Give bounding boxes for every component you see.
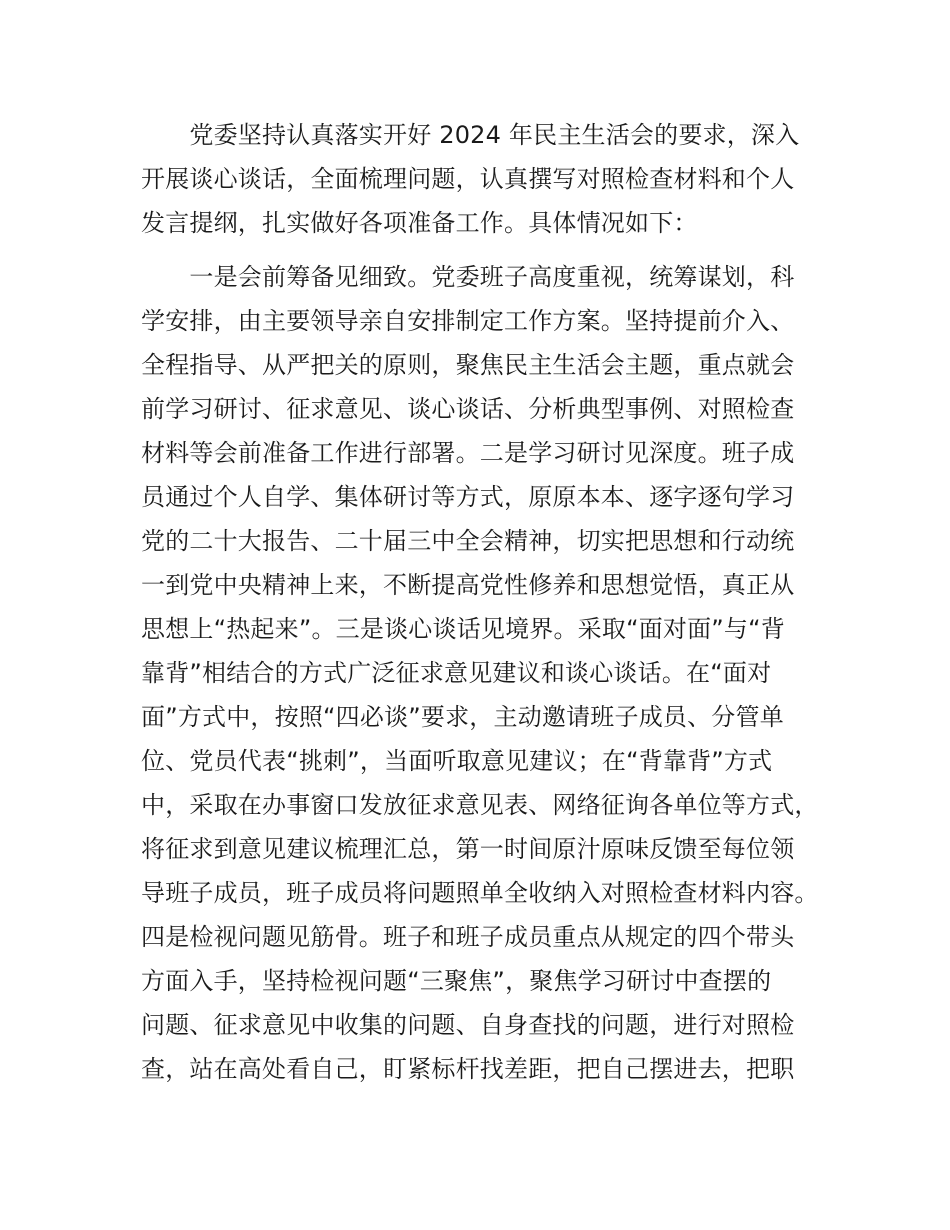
paragraph-2-line-17: 方面入手，坚持检视问题“三聚焦”，聚焦学习研讨中查摆的 [141, 967, 772, 995]
paragraph-2-line-18: 问题、征求意见中收集的问题、自身查找的问题，进行对照检 [141, 1011, 795, 1039]
paragraph-2-line-14: 将征求到意见建议梳理汇总，第一时间原汁原味反馈至每位领 [141, 835, 795, 863]
paragraph-2-line-13: 中，采取在办事窗口发放征求意见表、网络征询各单位等方式， [141, 791, 819, 819]
paragraph-2-line-15: 导班子成员，班子成员将问题照单全收纳入对照检查材料内容。 [141, 879, 819, 907]
paragraph-2-line-16: 四是检视问题见筋骨。班子和班子成员重点从规定的四个带头 [141, 923, 795, 951]
paragraph-2-line-8: 一到党中央精神上来，不断提高党性修养和思想觉悟，真正从 [141, 571, 795, 599]
paragraph-2-line-2: 学安排，由主要领导亲自安排制定工作方案。坚持提前介入、 [141, 307, 795, 335]
paragraph-2-line-12: 位、党员代表“挑刺”，当面听取意见建议；在“背靠背”方式 [141, 747, 773, 775]
paragraph-2-line-3: 全程指导、从严把关的原则，聚焦民主生活会主题，重点就会 [141, 351, 795, 379]
paragraph-2-line-7: 党的二十大报告、二十届三中全会精神，切实把思想和行动统 [141, 527, 795, 555]
paragraph-2-line-1: 一是会前筹备见细致。党委班子高度重视，统筹谋划，科 [141, 263, 795, 291]
paragraph-2-line-9: 思想上“热起来”。三是谈心谈话见境界。采取“面对面”与“背 [141, 615, 785, 643]
paragraph-1-line-3: 发言提纲，扎实做好各项准备工作。具体情况如下： [141, 209, 698, 237]
paragraph-2-line-19: 查，站在高处看自己，盯紧标杆找差距，把自己摆进去，把职 [141, 1055, 795, 1083]
paragraph-2-line-10: 靠背”相结合的方式广泛征求意见建议和谈心谈话。在“面对 [141, 659, 772, 687]
paragraph-1-line-2: 开展谈心谈话，全面梳理问题，认真撰写对照检查材料和个人 [141, 165, 795, 193]
paragraph-2-line-4: 前学习研讨、征求意见、谈心谈话、分析典型事例、对照检查 [141, 395, 795, 423]
paragraph-2-line-11: 面”方式中，按照“四必谈”要求，主动邀请班子成员、分管单 [141, 703, 784, 731]
paragraph-2-line-6: 员通过个人自学、集体研讨等方式，原原本本、逐字逐句学习 [141, 483, 795, 511]
paragraph-2-line-5: 材料等会前准备工作进行部署。二是学习研讨见深度。班子成 [141, 439, 795, 467]
paragraph-1-line-1: 党委坚持认真落实开好 2024 年民主生活会的要求，深入 [141, 121, 800, 149]
